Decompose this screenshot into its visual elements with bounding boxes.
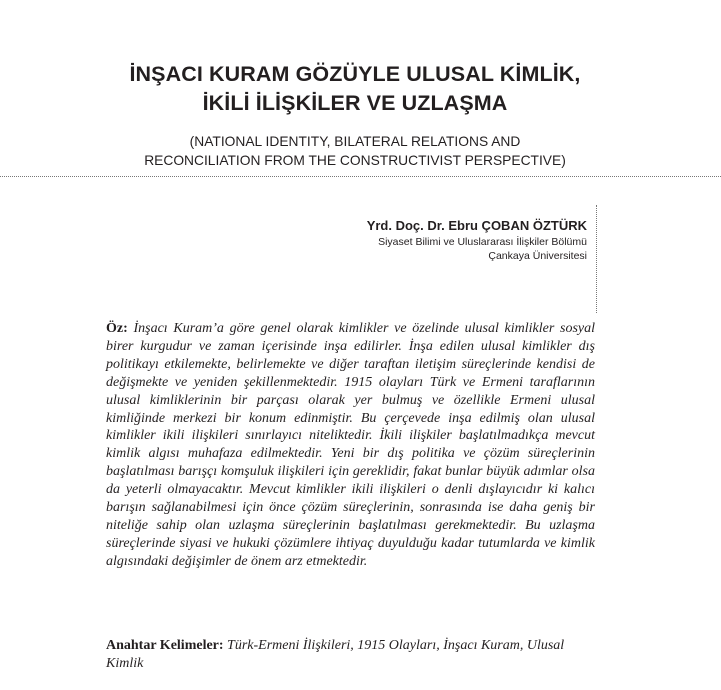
author-university: Çankaya Üniversitesi <box>488 250 587 262</box>
horizontal-divider <box>0 176 721 177</box>
author-department: Siyaset Bilimi ve Uluslararası İlişkiler Bölümü <box>378 236 587 248</box>
author-name: Yrd. Doç. Dr. Ebru ÇOBAN ÖZTÜRK <box>366 218 587 233</box>
paper-title-line-1: İNŞACI KURAM GÖZÜYLE ULUSAL KİMLİK, <box>129 62 581 86</box>
paper-title-line-2: İKİLİ İLİŞKİLER VE UZLAŞMA <box>202 91 508 115</box>
author-block <box>367 217 587 263</box>
keywords-label: Anahtar Kelimeler: <box>106 638 224 653</box>
keywords <box>106 637 595 673</box>
paper-subtitle-line-1: (NATIONAL IDENTITY, BILATERAL RELATIONS AND <box>189 134 521 149</box>
paper-subtitle <box>60 132 650 170</box>
keywords-text: Türk-Ermeni İlişkileri, 1915 Olayları, İnşacı Kuram, Ulusal Kimlik <box>106 638 565 671</box>
abstract-text: İnşacı Kuram’a göre genel olarak kimlikler ve özelinde ulusal kimlikler sosyal birer kurgudur ve zaman içerisinde inşa edilirler. İnşa edilen ulusal kimlikler dış politikayı etkilemekte, belirlemekte ve diğer taraftan iletişim süreçlerinde kendisi de değişmekte ve yeniden şekillenmektedir. 1915 olayları Türk ve Ermeni taraflarının ulusal kimliklerinin bir parçası olarak yer bulmuş ve özellikle Ermeni ulusal kimliğinde merkezi bir konum edinmiştir. Bu çerçevede inşa edilmiş olan ulusal kimlikler ikili ilişkileri sınırlayıcı niteliktedir. İkili ilişkiler başlatılmadıkça mevcut kimlik algısı muhafaza edilmektedir. Yeni bir dış politika ve çözüm süreçlerinin başlatılması barışçı komşuluk ilişkileri için gereklidir, fakat bunlar büyük adımlar olsa da yeterli olmayacaktır. Mevcut kimlikler ikili ilişkileri o denli dışlayıcıdır ki kalıcı barışın sağlanabilmesi için önce çözüm süreçlerinin, sonrasında ise daha geniş bir niteliğe sahip olan uzlaşma süreçlerinin başlatılması gerekmektedir. Bu uzlaşma süreçlerinde siyasi ve hukuki çözümlere ihtiyaç duyulduğu kadar tutumlarda ve kimlik algısındaki değişimler de önem arz etmektedir. <box>106 321 595 569</box>
abstract-label: Öz: <box>106 321 128 336</box>
vertical-divider <box>596 205 597 313</box>
paper-subtitle-line-2: RECONCILIATION FROM THE CONSTRUCTIVIST PERSPECTIVE) <box>144 153 566 168</box>
abstract <box>106 320 595 571</box>
paper-title <box>60 60 650 118</box>
